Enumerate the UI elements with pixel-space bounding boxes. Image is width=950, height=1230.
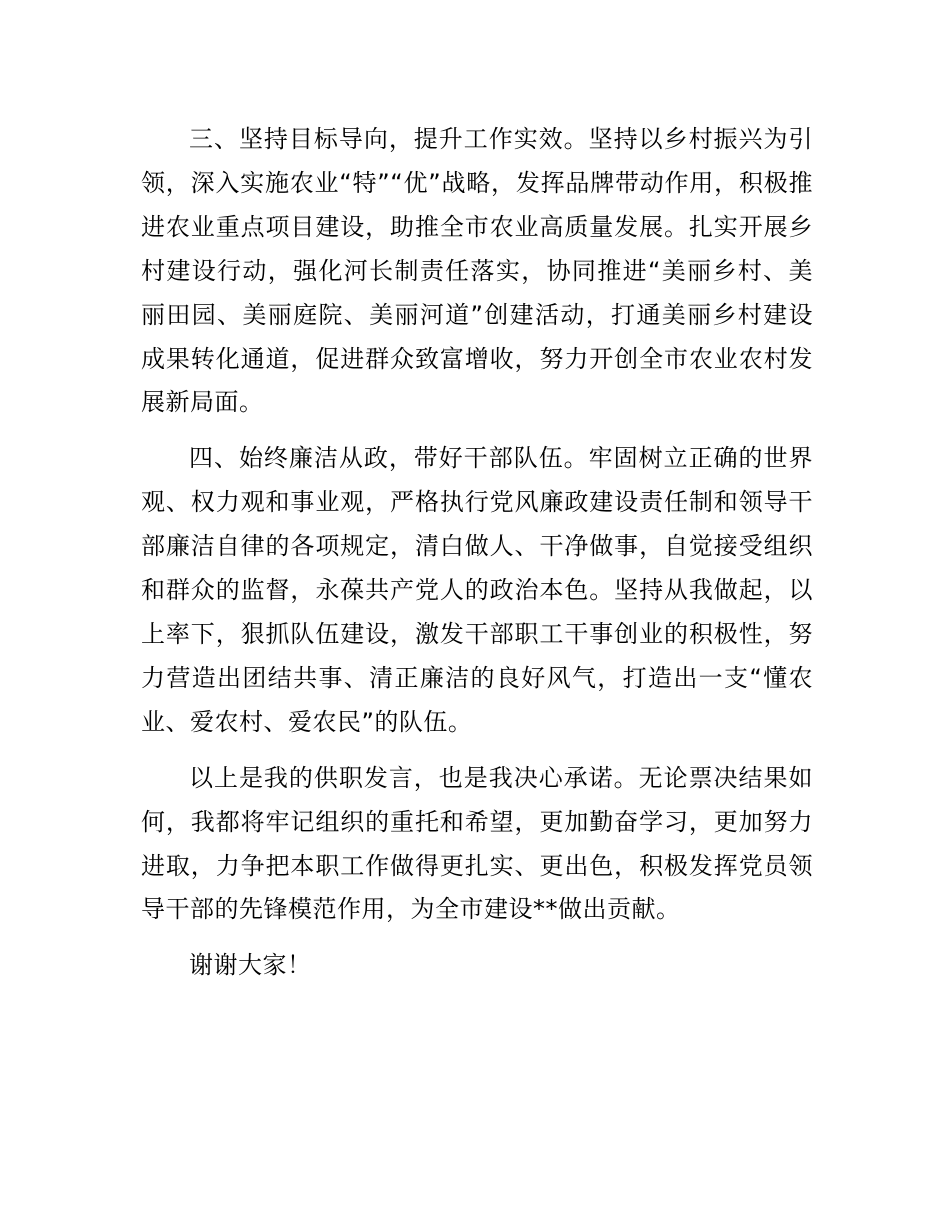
paragraph-integrity: 四、始终廉洁从政，带好干部队伍。牢固树立正确的世界观、权力观和事业观，严格执行党风廉政建设责任制和领导干部廉洁自律的各项规定，清白做人、干净做事，自觉接受组织和群众的监督，永葆共产党人的政治本色。坚持从我做起，以上率下，狠抓队伍建设，激发干部职工干事创业的积极性，努力营造出团结共事、清正廉洁的良好风气，打造出一支“懂农业、爱农村、爱农民”的队伍。 [141, 444, 813, 736]
paragraph-commitment: 以上是我的供职发言，也是我决心承诺。无论票决结果如何，我都将牢记组织的重托和希望，更加勤奋学习，更加努力进取，力争把本职工作做得更扎实、更出色，积极发挥党员领导干部的先锋模范作用，为全市建设**做出贡献。 [141, 763, 813, 924]
paragraph-goal-orientation: 三、坚持目标导向，提升工作实效。坚持以乡村振兴为引领，深入实施农业“特”“优”战略，发挥品牌带动作用，积极推进农业重点项目建设，助推全市农业高质量发展。扎实开展乡村建设行动，强化河长制责任落实，协同推进“美丽乡村、美丽田园、美丽庭院、美丽河道”创建活动，打通美丽乡村建设成果转化通道，促进群众致富增收，努力开创全市农业农村发展新局面。 [141, 125, 813, 417]
closing-thanks: 谢谢大家！ [189, 951, 312, 980]
document-body [141, 118, 813, 1000]
